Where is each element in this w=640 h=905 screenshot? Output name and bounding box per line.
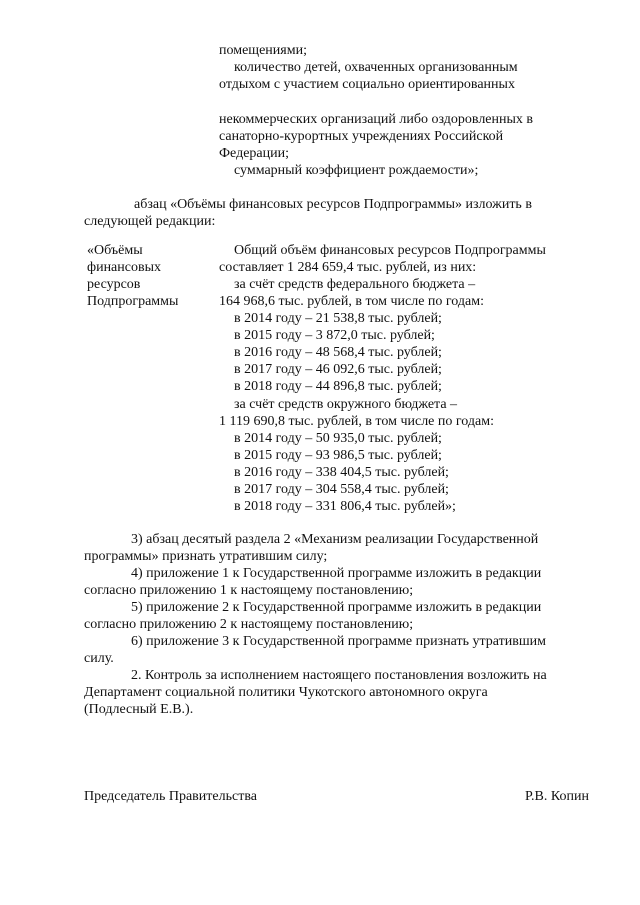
item-4-line-1: 4) приложение 1 к Государственной программе изложить в редакции [131,566,542,581]
table-left-line-4: Подпрограммы [87,294,179,309]
table-right-line-4: 164 968,6 тыс. рублей, в том числе по годам: [219,294,484,309]
top-line-7: суммарный коэффициент рождаемости»; [234,163,479,178]
table-right-line-5: за счёт средств окружного бюджета – [234,397,458,412]
top-line-1: помещениями; [219,43,307,58]
control-line-3: (Подлесный Е.В.). [84,702,194,717]
top-line-6: Федерации; [219,146,290,161]
top-line-2: количество детей, охваченных организованным [234,60,518,75]
item-6-line-1: 6) приложение 3 к Государственной программе признать утратившим [131,634,546,649]
okrug-2015: в 2015 году – 93 986,5 тыс. рублей; [234,448,442,463]
abzac-line-2: следующей редакции: [84,214,216,229]
top-line-5: санаторно-курортных учреждениях Российской [219,129,504,144]
federal-2014: в 2014 году – 21 538,8 тыс. рублей; [234,311,442,326]
federal-2016: в 2016 году – 48 568,4 тыс. рублей; [234,345,442,360]
control-line-1: 2. Контроль за исполнением настоящего постановления возложить на [131,668,547,683]
top-line-4: некоммерческих организаций либо оздоровленных в [219,112,534,127]
okrug-2018: в 2018 году – 331 806,4 тыс. рублей»; [234,499,456,514]
federal-2015: в 2015 году – 3 872,0 тыс. рублей; [234,328,435,343]
item-5-line-2: согласно приложению 2 к настоящему постановлению; [84,617,414,632]
item-3-line-2: программы» признать утратившим силу; [84,549,328,564]
federal-2017: в 2017 году – 46 092,6 тыс. рублей; [234,362,442,377]
table-left-line-1: «Объёмы [87,243,143,258]
table-right-line-2: составляет 1 284 659,4 тыс. рублей, из них: [219,260,477,275]
item-6-line-2: силу. [84,651,114,666]
signature-title: Председатель Правительства [84,789,257,804]
table-right-line-6: 1 119 690,8 тыс. рублей, в том числе по годам: [219,414,494,429]
abzac-line-1: абзац «Объёмы финансовых ресурсов Подпрограммы» изложить в [134,197,532,212]
item-5-line-1: 5) приложение 2 к Государственной программе изложить в редакции [131,600,542,615]
table-right-line-3: за счёт средств федерального бюджета – [234,277,476,292]
table-left-line-2: финансовых [87,260,161,275]
federal-2018: в 2018 году – 44 896,8 тыс. рублей; [234,379,442,394]
item-4-line-2: согласно приложению 1 к настоящему постановлению; [84,583,414,598]
table-left-line-3: ресурсов [87,277,141,292]
signature-name: Р.В. Копин [525,789,589,804]
table-right-line-1: Общий объём финансовых ресурсов Подпрограммы [234,243,546,258]
item-3-line-1: 3) абзац десятый раздела 2 «Механизм реализации Государственной [131,532,539,547]
top-line-3: отдыхом с участием социально ориентированных [219,77,515,92]
okrug-2017: в 2017 году – 304 558,4 тыс. рублей; [234,482,449,497]
okrug-2016: в 2016 году – 338 404,5 тыс. рублей; [234,465,449,480]
okrug-2014: в 2014 году – 50 935,0 тыс. рублей; [234,431,442,446]
control-line-2: Департамент социальной политики Чукотского автономного округа [84,685,488,700]
